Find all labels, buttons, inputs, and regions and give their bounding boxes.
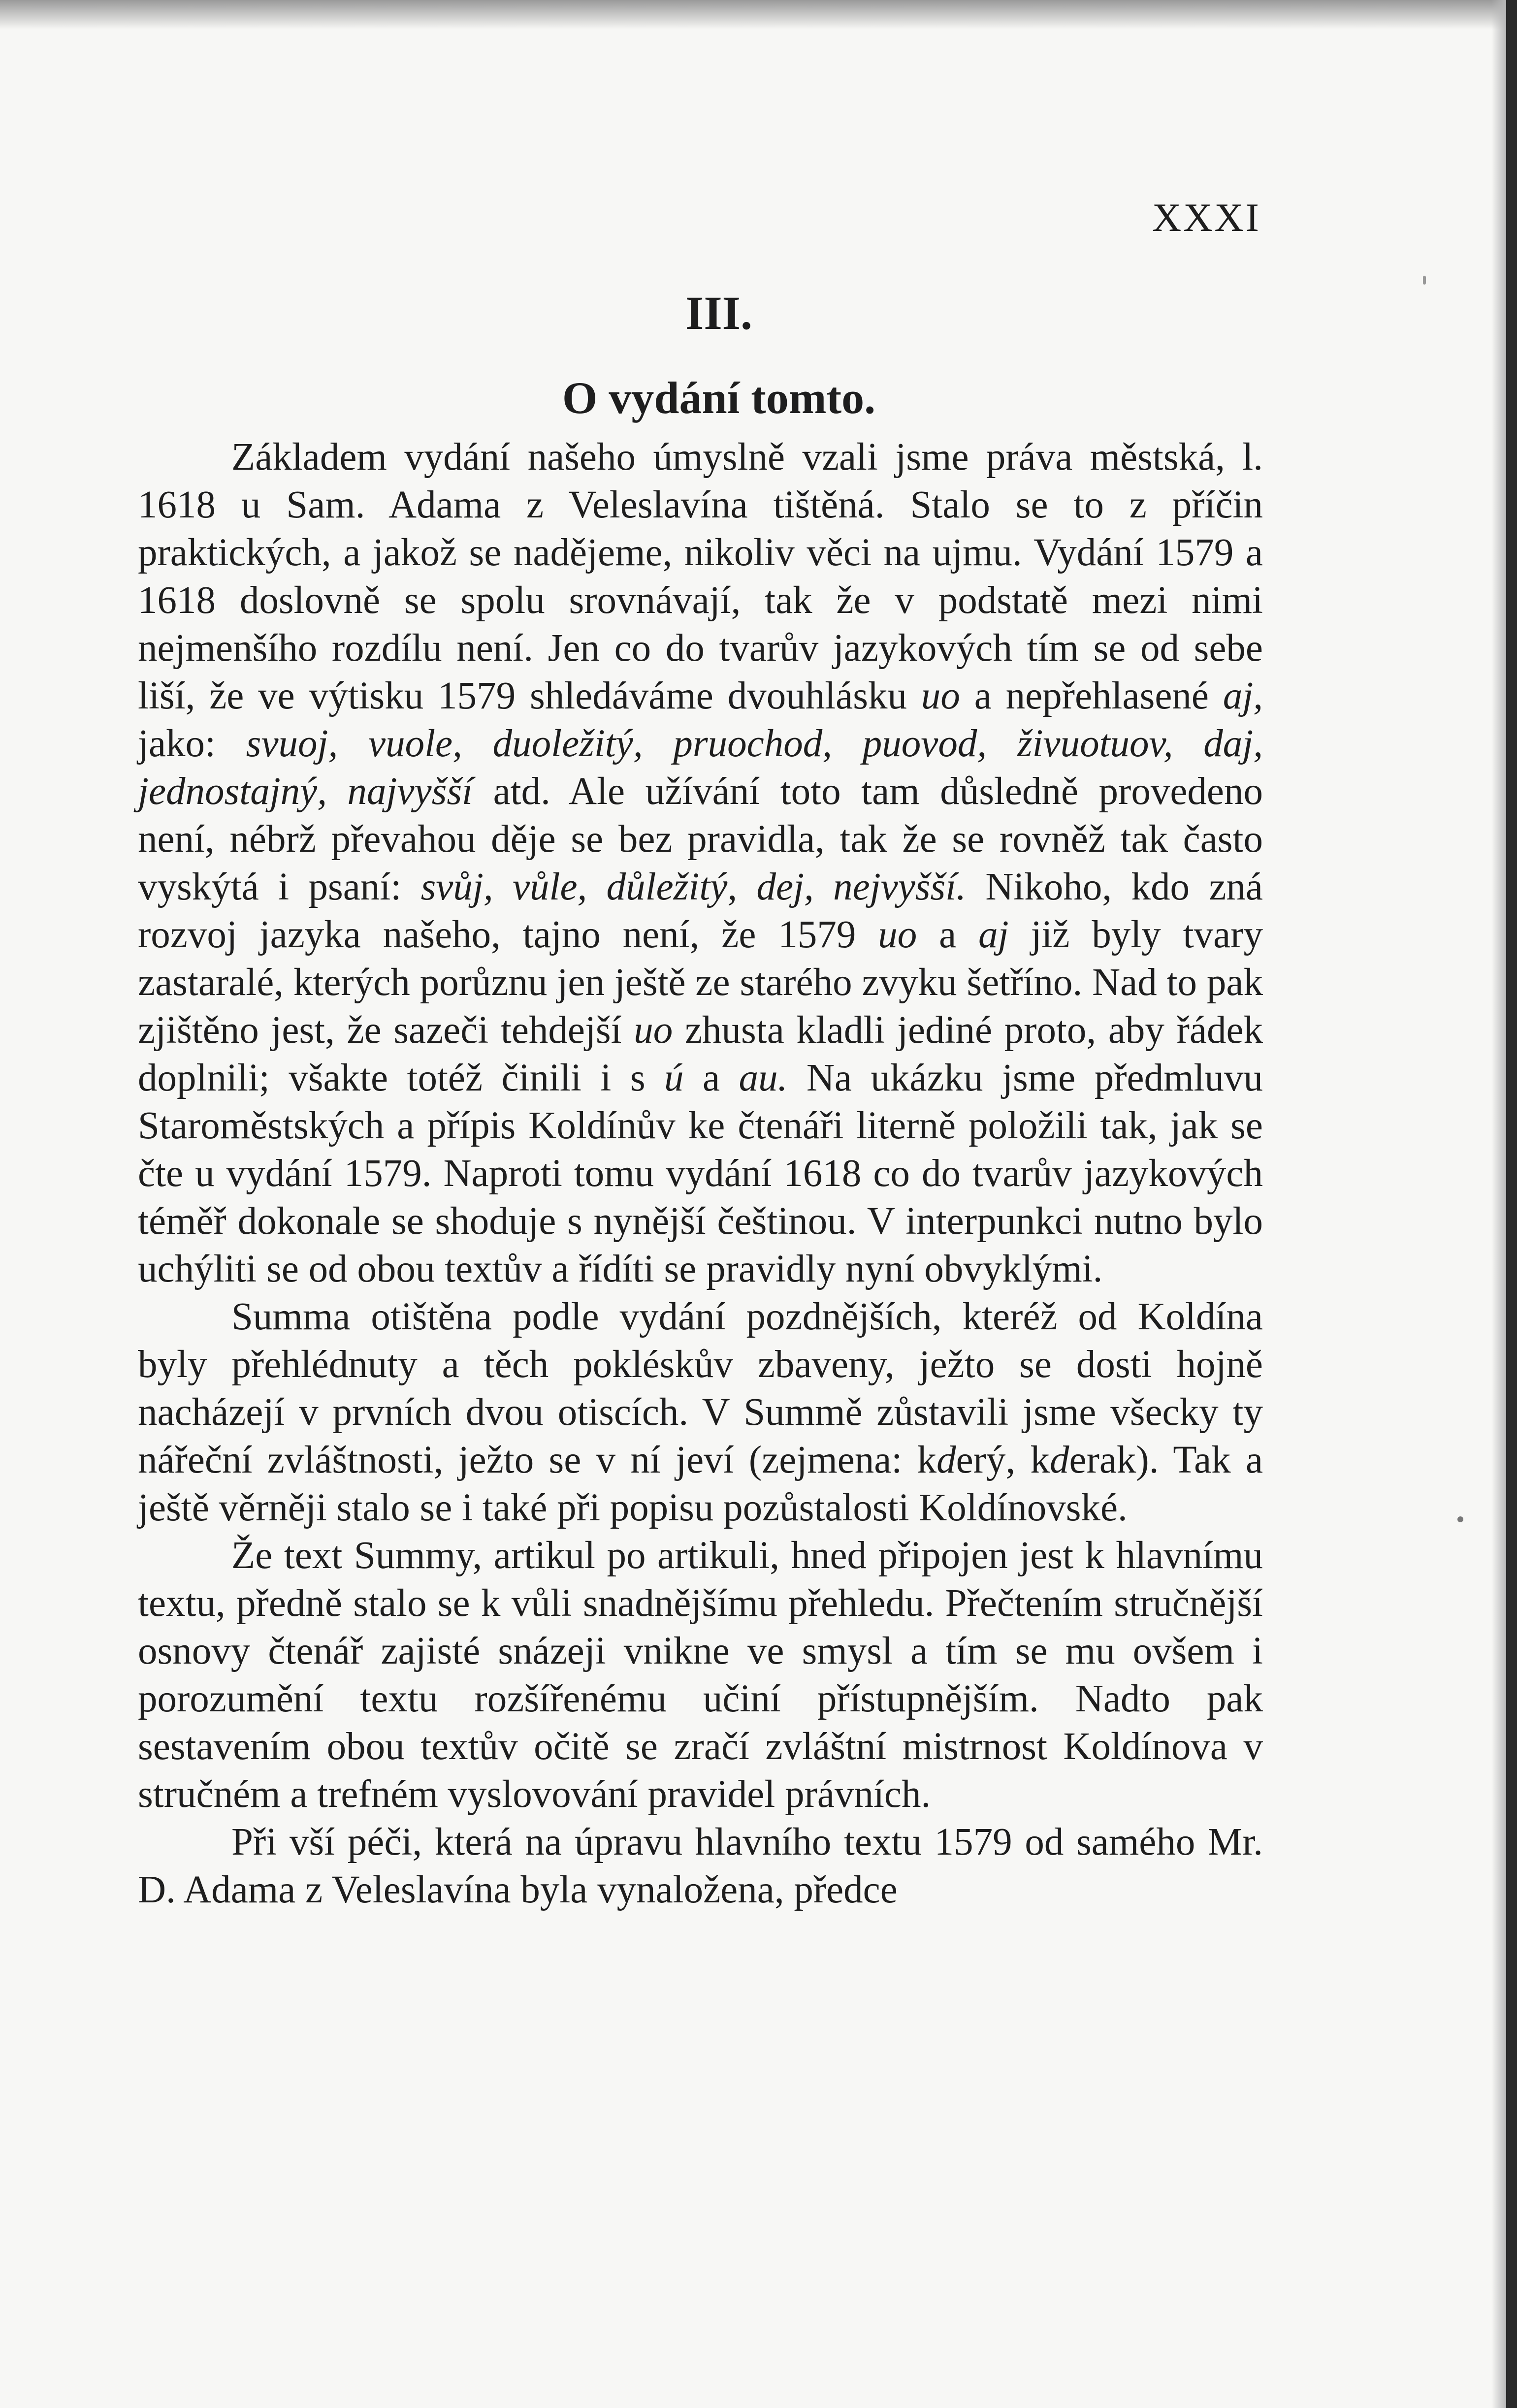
paragraph: [138, 1532, 1263, 1818]
italic-text: svuoj, vuole, duoležitý, pruochod, puovod, živuotuov, daj, jednostajný, najvyšší: [138, 722, 1263, 813]
body-text: [138, 433, 1263, 1914]
text-run: erak). Tak a ještě věrněji stalo se i také při popisu pozůstalosti Koldínovské.: [138, 1439, 1263, 1529]
italic-text: uo: [878, 913, 917, 956]
text-run: a nepřehlasené: [960, 674, 1223, 717]
text-run: již byly tvary zastaralé, kterých porůznu jen ještě ze starého zvyku šetříno. Nad to pak zjištěno jest, že sazeči tehdejší: [138, 913, 1263, 1052]
italic-text: d: [1050, 1439, 1069, 1481]
italic-text: svůj, vůle, důležitý, dej, nejvyšší.: [420, 866, 966, 908]
scan-edge-gradient: [1491, 0, 1506, 2408]
section-number: III.: [685, 287, 753, 339]
italic-text: aj: [978, 913, 1009, 956]
section-title: O vydání tomto.: [562, 373, 876, 423]
text-run: atd. Ale užívání toto tam důsledně provedeno není, nébrž převahou děje se bez pravidla, tak že se rovněž tak často vyskýtá i psaní:: [138, 770, 1263, 908]
scan-speck: [1423, 276, 1426, 285]
text-run: zhusta kladli jediné proto, aby řádek doplnili; všakte totéž činili i s: [138, 1009, 1263, 1099]
text-run: erý, k: [956, 1439, 1050, 1481]
italic-text: uo: [921, 674, 960, 717]
paragraph: [138, 1818, 1263, 1914]
italic-text: ú: [664, 1057, 684, 1099]
italic-text: uo: [634, 1009, 673, 1052]
text-run: jako:: [138, 722, 246, 765]
italic-text: d: [936, 1439, 956, 1481]
italic-text: au.: [739, 1057, 788, 1099]
text-run: Summa otištěna podle vydání pozdnějších, kteréž od Koldína byly přehlédnuty a těch pokléskův zbaveny, ježto se dosti hojně nacházejí v prvních dvou otiscích. V Summě zůstavili jsme všecky ty nářeční zvláštnosti, ježto se v ní jeví (zejmena: k: [138, 1295, 1263, 1481]
page-number: XXXI: [1152, 195, 1261, 240]
paragraph: [138, 433, 1263, 1293]
scan-shadow: [0, 0, 1517, 30]
text-run: Že text Summy, artikul po artikuli, hned připojen jest k hlavnímu textu, předně stalo se k vůli snadnějšímu přehledu. Přečtením stručnější osnovy čtenář zajisté snázeji vnikne ve smysl a tím se mu ovšem i porozumění textu rozšířenému učiní přístupnějším. Nadto pak sestavením obou textův očitě se zračí zvláštní mistrnost Koldínova v stručném a trefném vyslovování pravidel právních.: [138, 1534, 1263, 1816]
text-run: Základem vydání našeho úmyslně vzali jsme práva městská, l. 1618 u Sam. Adama z Veleslavína tištěná. Stalo se to z příčin praktických, a jakož se nadějeme, nikoliv věci na ujmu. Vydání 1579 a 1618 doslovně se spolu srovnávají, tak že v podstatě mezi nimi nejmenšího rozdílu není. Jen co do tvarův jazykových tím se od sebe liší, že ve výtisku 1579 shledáváme dvouhlásku: [138, 436, 1263, 717]
scan-edge: [1506, 0, 1517, 2408]
paragraph: [138, 1293, 1263, 1532]
text-run: Při vší péči, která na úpravu hlavního textu 1579 od samého Mr. D. Adama z Veleslavína byla vynaložena, předce: [138, 1821, 1263, 1911]
text-run: a: [683, 1057, 739, 1099]
text-run: a: [917, 913, 979, 956]
scan-speck: [1457, 1516, 1463, 1522]
text-run: Nikoho, kdo zná rozvoj jazyka našeho, tajno není, že 1579: [138, 866, 1263, 956]
italic-text: aj,: [1223, 674, 1263, 717]
text-run: Na ukázku jsme předmluvu Staroměstských a přípis Koldínův ke čtenáři literně položili tak, jak se čte u vydání 1579. Naproti tomu vydání 1618 co do tvarův jazykových téměř dokonale se shoduje s nynější češtinou. V interpunkci nutno bylo uchýliti se od obou textův a řídíti se pravidly nyní obvyklými.: [138, 1057, 1263, 1290]
